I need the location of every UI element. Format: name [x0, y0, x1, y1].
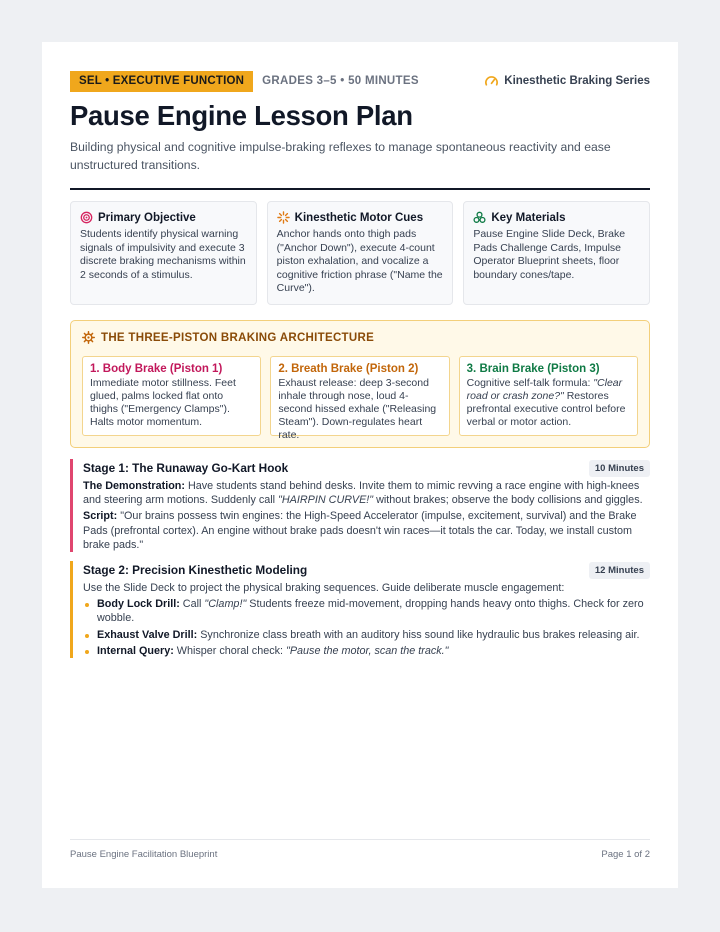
stage-intro: Use the Slide Deck to project the physical braking sequences. Guide deliberate muscle engagement:	[83, 582, 565, 595]
paragraph-label: Script:	[83, 510, 118, 523]
stage-accent-bar	[70, 561, 73, 658]
summary-cards	[70, 201, 650, 305]
piston-card-body-brake	[82, 356, 261, 436]
page-content	[70, 70, 650, 658]
item-text: Students freeze mid-movement, dropping hands heavy onto thighs. Check for zero wobble.	[97, 598, 644, 625]
piston-title: 2. Breath Brake (Piston 2)	[278, 363, 419, 375]
item-text: Whisper choral check:	[173, 644, 287, 657]
grade-duration-label: GRADES 3–5 • 50 MINUTES	[262, 75, 419, 87]
item-text: Synchronize class breath with an auditory hiss sound like hydraulic bus brakes releasing air.	[197, 628, 640, 641]
target-icon	[80, 211, 93, 224]
card-title: Kinesthetic Motor Cues	[294, 211, 424, 224]
card-title: Key Materials	[491, 211, 566, 224]
card-body: Anchor hands onto thigh pads ("Anchor Down"), execute 4-count piston exhalation, and vocalize a cognitive friction phrase ("Name the Curve").	[276, 228, 443, 294]
item-quote: "Clamp!"	[204, 598, 247, 611]
piston-body-text: Cognitive self-talk formula:	[466, 377, 594, 389]
objective-card	[70, 201, 257, 305]
page-title: Pause Engine Lesson Plan	[70, 100, 413, 131]
piston-body: Immediate motor stillness. Feet glued, palms locked flat onto thighs ("Emergency Clamps"). Halts motor momentum.	[90, 377, 236, 428]
list-item	[83, 597, 650, 625]
duration-badge: 10 Minutes	[589, 460, 650, 477]
paragraph-quote: "HAIRPIN CURVE!"	[278, 494, 374, 507]
paragraph-text: without brakes; observe the body collisions and giggles.	[373, 494, 643, 507]
duration-badge: 12 Minutes	[589, 562, 650, 579]
materials-icon	[473, 211, 486, 224]
piston-card-breath-brake	[270, 356, 449, 441]
card-body: Pause Engine Slide Deck, Brake Pads Challenge Cards, Impulse Operator Blueprint sheets, floor boundary cones/tape.	[473, 228, 626, 281]
item-quote: "Pause the motor, scan the track."	[286, 644, 449, 657]
list-item	[83, 628, 650, 642]
stage-title: Stage 1: The Runaway Go-Kart Hook	[83, 461, 289, 475]
sparkle-icon	[277, 211, 290, 224]
braking-architecture-panel	[70, 320, 650, 448]
stage-title: Stage 2: Precision Kinesthetic Modeling	[83, 563, 308, 578]
panel-title: THE THREE-PISTON BRAKING ARCHITECTURE	[101, 331, 375, 344]
item-label: Internal Query:	[97, 644, 174, 657]
materials-card	[463, 201, 650, 305]
item-label: Exhaust Valve Drill:	[97, 628, 198, 641]
piston-title: 1. Body Brake (Piston 1)	[90, 363, 223, 375]
document-page	[42, 42, 678, 888]
piston-title: 3. Brain Brake (Piston 3)	[466, 363, 600, 375]
list-item	[83, 644, 650, 658]
piston-card-brain-brake	[459, 356, 638, 436]
stage-script	[83, 509, 650, 552]
item-label: Body Lock Drill:	[97, 598, 180, 611]
card-title: Primary Objective	[98, 211, 196, 224]
piston-body: Exhaust release: deep 3-second inhale through nose, loud 4-second hissed exhale ("Releasing Steam"). Down-regulates heart rate.	[278, 377, 437, 441]
piston-quote: "Clear road or crash zone?"	[466, 377, 623, 402]
gear-icon	[82, 331, 95, 344]
card-body: Students identify physical warning signals of impulsivity and execute 3 discrete braking mechanisms within 2 seconds of a stimulus.	[80, 228, 246, 281]
series-name: Kinesthetic Braking Series	[504, 75, 650, 87]
stage-demonstration	[83, 479, 650, 507]
piston-list	[82, 356, 638, 441]
gauge-icon	[484, 74, 499, 89]
page-subtitle: Building physical and cognitive impulse-braking reflexes to manage spontaneous reactivity and ease unstructured transitions.	[70, 140, 611, 172]
stage-accent-bar	[70, 459, 73, 552]
stage-1	[70, 459, 650, 552]
item-text: Call	[179, 598, 205, 611]
series-label	[484, 74, 650, 89]
page-footer	[70, 839, 650, 860]
piston-body	[467, 377, 630, 429]
page-number: Page 1 of 2	[601, 849, 650, 860]
paragraph-label: The Demonstration:	[83, 480, 185, 492]
drill-list	[83, 597, 650, 658]
paragraph-text: "Our brains possess twin engines: the High-Speed Accelerator (impulse, excitement, survival) and the Brake Pads (prefrontal cortex). An engine without brake pads doesn't win races—it totals the car. Today, we install custom brake pads."	[83, 510, 637, 551]
motor-cues-card	[267, 201, 454, 305]
piston-body-text: Restores prefrontal executive control before verbal or motor action.	[466, 390, 626, 428]
stage-2	[70, 561, 650, 658]
title-divider	[70, 188, 650, 190]
paragraph-text: Have students stand behind desks. Invite them to mimic revving a race engine with high-knees and steering arm motions. Suddenly call	[83, 480, 640, 507]
header-row	[70, 70, 650, 92]
footer-title: Pause Engine Facilitation Blueprint	[70, 849, 218, 860]
category-tag: SEL • EXECUTIVE FUNCTION	[70, 71, 253, 92]
